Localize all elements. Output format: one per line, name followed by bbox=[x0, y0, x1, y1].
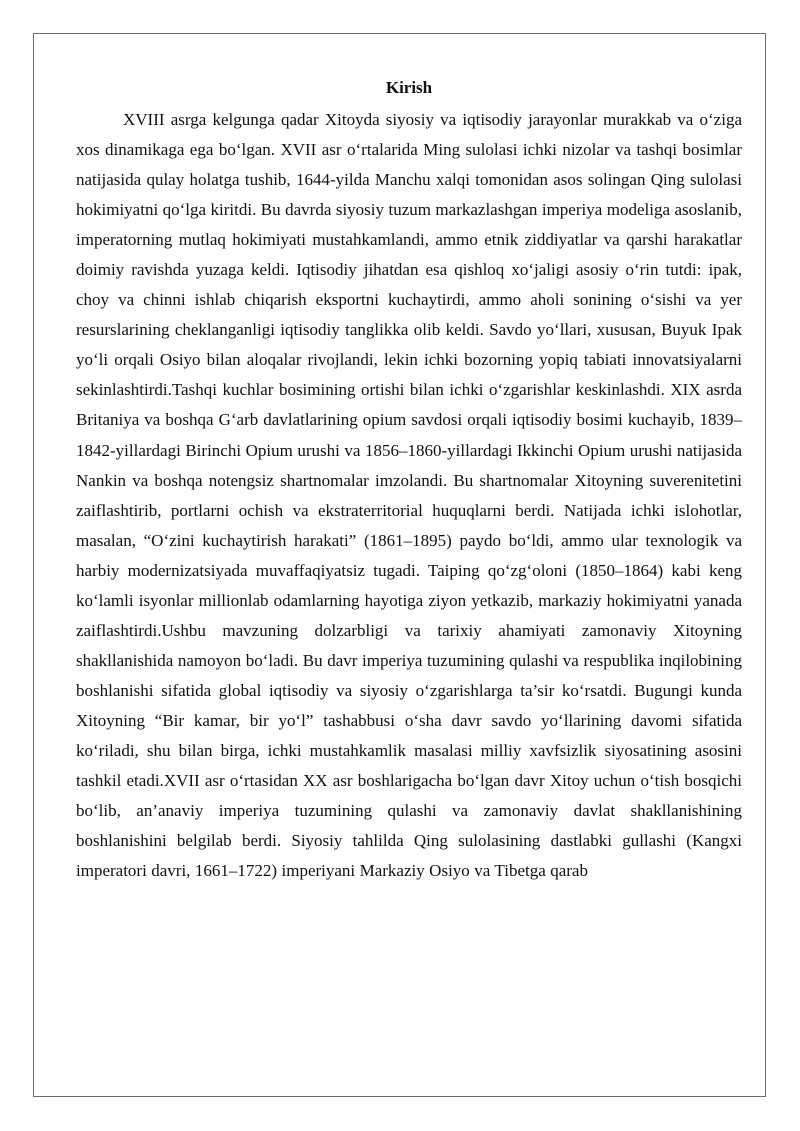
body-paragraph: XVIII asrga kelgunga qadar Xitoyda siyosiy va iqtisodiy jarayonlar murakkab va o‘ziga xos dinamikaga ega bo‘lgan. XVII asr o‘rtalarida Ming sulolasi ichki nizolar va tashqi bosimlar natijasida qulay holatga tushib, 1644-yilda Manchu xalqi tomonidan asos solingan Qing sulolasi hokimiyatni qo‘lga kiritdi. Bu davrda siyosiy tuzum markazlashgan imperiya modeliga asoslanib, imperatorning mutlaq hokimiyati mustahkamlandi, ammo etnik ziddiyatlar va qarshi harakatlar doimiy ravishda yuzaga keldi. Iqtisodiy jihatdan esa qishloq xo‘jaligi asosiy o‘rin tutdi: ipak, choy va chinni ishlab chiqarish eksportni kuchaytirdi, ammo aholi sonining o‘sishi va yer resurslarining cheklanganligi iqtisodiy tanglikka olib keldi. Savdo yo‘llari, xususan, Buyuk Ipak yo‘li orqali Osiyo bilan aloqalar rivojlandi, lekin ichki bozorning yopiq tabiati innovatsiyalarni sekinlashtirdi.Tashqi kuchlar bosimining ortishi bilan ichki o‘zgarishlar keskinlashdi. XIX asrda Britaniya va boshqa G‘arb davlatlarining opium savdosi orqali iqtisodiy bosimi kuchayib, 1839–1842-yillardagi Birinchi Opium urushi va 1856–1860-yillardagi Ikkinchi Opium urushi natijasida Nankin va boshqa notengsiz shartnomalar imzolandi. Bu shartnomalar Xitoyning suverenitetini zaiflashtirib, portlarni ochish va ekstraterritorial huquqlarni berdi. Natijada ichki islohotlar, masalan, “O‘zini kuchaytirish harakati” (1861–1895) paydo bo‘ldi, ammo ular texnologik va harbiy modernizatsiyada muvaffaqiyatsiz tugadi. Taiping qo‘zg‘oloni (1850–1864) kabi keng ko‘lamli isyonlar millionlab odamlarning hayotiga ziyon yetkazib, markaziy hokimiyatni yanada zaiflashtirdi.Ushbu mavzuning dolzarbligi va tarixiy ahamiyati zamonaviy Xitoyning shakllanishida namoyon bo‘ladi. Bu davr imperiya tuzumining qulashi va respublika inqilobining boshlanishi sifatida global iqtisodiy va siyosiy o‘zgarishlarga ta’sir ko‘rsatdi. Bugungi kunda Xitoyning “Bir kamar, bir yo‘l” tashabbusi o‘sha davr savdo yo‘llarining davomi sifatida ko‘riladi, shu bilan birga, ichki mustahkamlik masalasi milliy xavfsizlik siyosatining asosini tashkil etadi.XVII asr o‘rtasidan XX asr boshlarigacha bo‘lgan davr Xitoy uchun o‘tish bosqichi bo‘lib, an’anaviy imperiya tuzumining qulashi va zamonaviy davlat shakllanishining boshlanishini belgilab berdi. Siyosiy tahlilda Qing sulolasining dastlabki gullashi (Kangxi imperatori davri, 1661–1722) imperiyani Markaziy Osiyo va Tibetga qarab bbox=[76, 110, 742, 881]
section-title: Kirish bbox=[385, 78, 433, 97]
document-body bbox=[76, 74, 742, 886]
